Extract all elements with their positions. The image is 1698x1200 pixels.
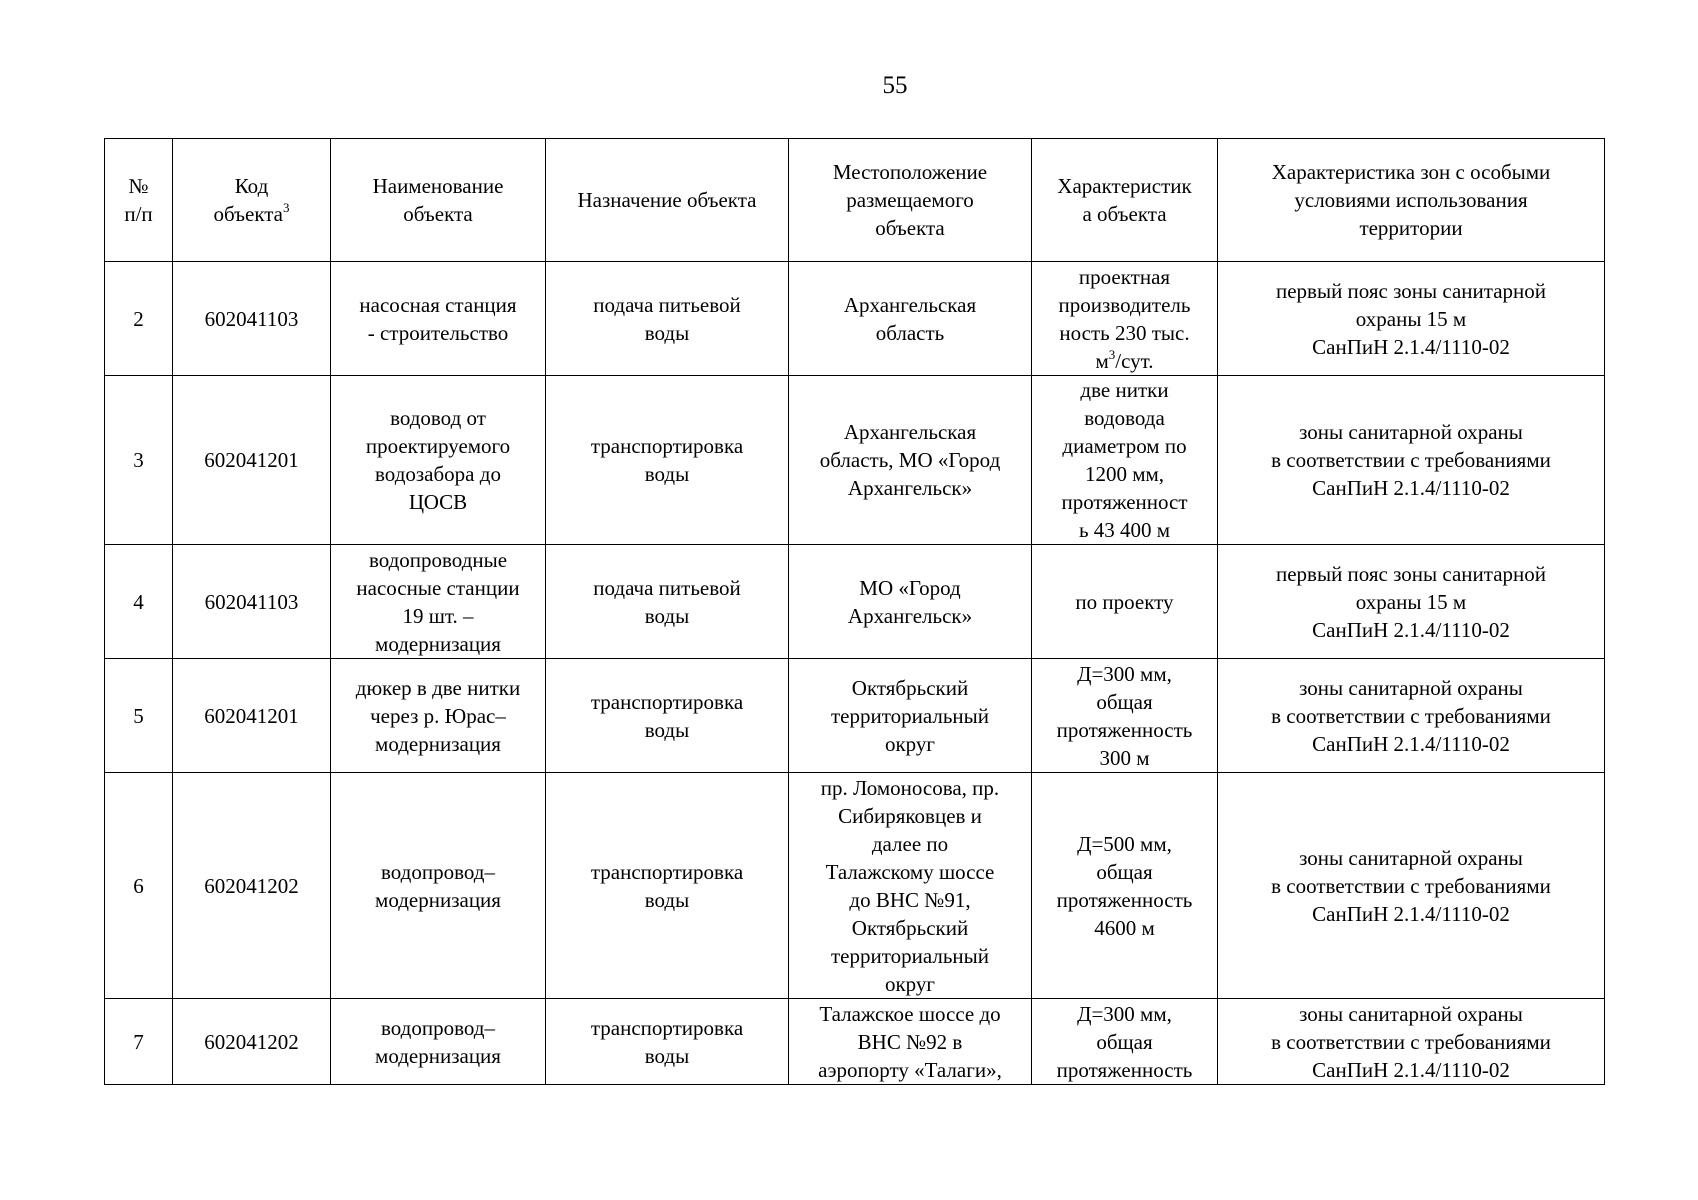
cell-zones: первый пояс зоны санитарной охраны 15 м СанПиН 2.1.4/1110-02 — [1218, 262, 1605, 376]
cell-code: 602041103 — [173, 545, 331, 659]
table-row — [105, 999, 1605, 1085]
cell-num: 3 — [105, 376, 173, 545]
cell-zones: зоны санитарной охраны в соответствии с требованиями СанПиН 2.1.4/1110-02 — [1218, 773, 1605, 999]
cell-zones: зоны санитарной охраны в соответствии с требованиями СанПиН 2.1.4/1110-02 — [1218, 659, 1605, 773]
cell-location: Октябрьский территориальный округ — [789, 659, 1032, 773]
header-characteristic: Характеристик а объекта — [1032, 139, 1218, 262]
table-row — [105, 659, 1605, 773]
header-row — [105, 139, 1605, 262]
cell-code: 602041201 — [173, 376, 331, 545]
cell-characteristic: проектная производитель ность 230 тыс. $м^3$/сут. — [1032, 262, 1218, 376]
cell-characteristic: по проекту — [1032, 545, 1218, 659]
cell-zones: первый пояс зоны санитарной охраны 15 м СанПиН 2.1.4/1110-02 — [1218, 545, 1605, 659]
cell-purpose: транспортировка воды — [546, 376, 789, 545]
header-location: Местоположение размещаемого объекта — [789, 139, 1032, 262]
cell-location: пр. Ломоносова, пр. Сибиряковцев и далее по Талажскому шоссе до ВНС №91, Октябрьский территориальный округ — [789, 773, 1032, 999]
cell-name: дюкер в две нитки через р. Юрас– модернизация — [331, 659, 546, 773]
page-number: 55 — [882, 72, 908, 99]
cell-num: 5 — [105, 659, 173, 773]
cell-num: 7 — [105, 999, 173, 1085]
cell-zones: зоны санитарной охраны в соответствии с требованиями СанПиН 2.1.4/1110-02 — [1218, 999, 1605, 1085]
header-purpose: Назначение объекта — [546, 139, 789, 262]
cell-code: 602041202 — [173, 773, 331, 999]
cell-characteristic: две нитки водовода диаметром по 1200 мм, протяженност ь 43 400 м — [1032, 376, 1218, 545]
footnote-marker: 3 — [283, 200, 290, 215]
cell-location: Архангельская область — [789, 262, 1032, 376]
cell-characteristic: Д=500 мм, общая протяженность 4600 м — [1032, 773, 1218, 999]
cell-num: 2 — [105, 262, 173, 376]
cell-name: насосная станция - строительство — [331, 262, 546, 376]
cell-name: водовод от проектируемого водозабора до ЦОСВ — [331, 376, 546, 545]
table-header — [105, 139, 1605, 262]
cell-zones: зоны санитарной охраны в соответствии с требованиями СанПиН 2.1.4/1110-02 — [1218, 376, 1605, 545]
cell-purpose: транспортировка воды — [546, 999, 789, 1085]
header-zones: Характеристика зон с особыми условиями использования территории — [1218, 139, 1605, 262]
cell-characteristic: Д=300 мм, общая протяженность 300 м — [1032, 659, 1218, 773]
cell-name: водопроводные насосные станции 19 шт. – модернизация — [331, 545, 546, 659]
cell-name: водопровод– модернизация — [331, 999, 546, 1085]
cell-purpose: подача питьевой воды — [546, 545, 789, 659]
table-row — [105, 773, 1605, 999]
cell-code: 602041103 — [173, 262, 331, 376]
cell-name: водопровод– модернизация — [331, 773, 546, 999]
cell-code: 602041201 — [173, 659, 331, 773]
table-row — [105, 545, 1605, 659]
table-row — [105, 376, 1605, 545]
cell-location: Талажское шоссе до ВНС №92 в аэропорту «Талаги», — [789, 999, 1032, 1085]
table-body — [105, 262, 1605, 1085]
cell-purpose: транспортировка воды — [546, 659, 789, 773]
cell-num: 4 — [105, 545, 173, 659]
cell-unit: $м^3$/сут. — [1095, 346, 1154, 373]
cell-purpose: подача питьевой воды — [546, 262, 789, 376]
cell-code: 602041202 — [173, 999, 331, 1085]
header-name: Наименование объекта — [331, 139, 546, 262]
objects-table — [104, 138, 1605, 1085]
cell-location: МО «Город Архангельск» — [789, 545, 1032, 659]
cell-characteristic: Д=300 мм, общая протяженность — [1032, 999, 1218, 1085]
header-code: Код объекта$^3$ — [173, 139, 331, 262]
cell-num: 6 — [105, 773, 173, 999]
table-row — [105, 262, 1605, 376]
cell-location: Архангельская область, МО «Город Архангельск» — [789, 376, 1032, 545]
header-num: № п/п — [105, 139, 173, 262]
cell-purpose: транспортировка воды — [546, 773, 789, 999]
